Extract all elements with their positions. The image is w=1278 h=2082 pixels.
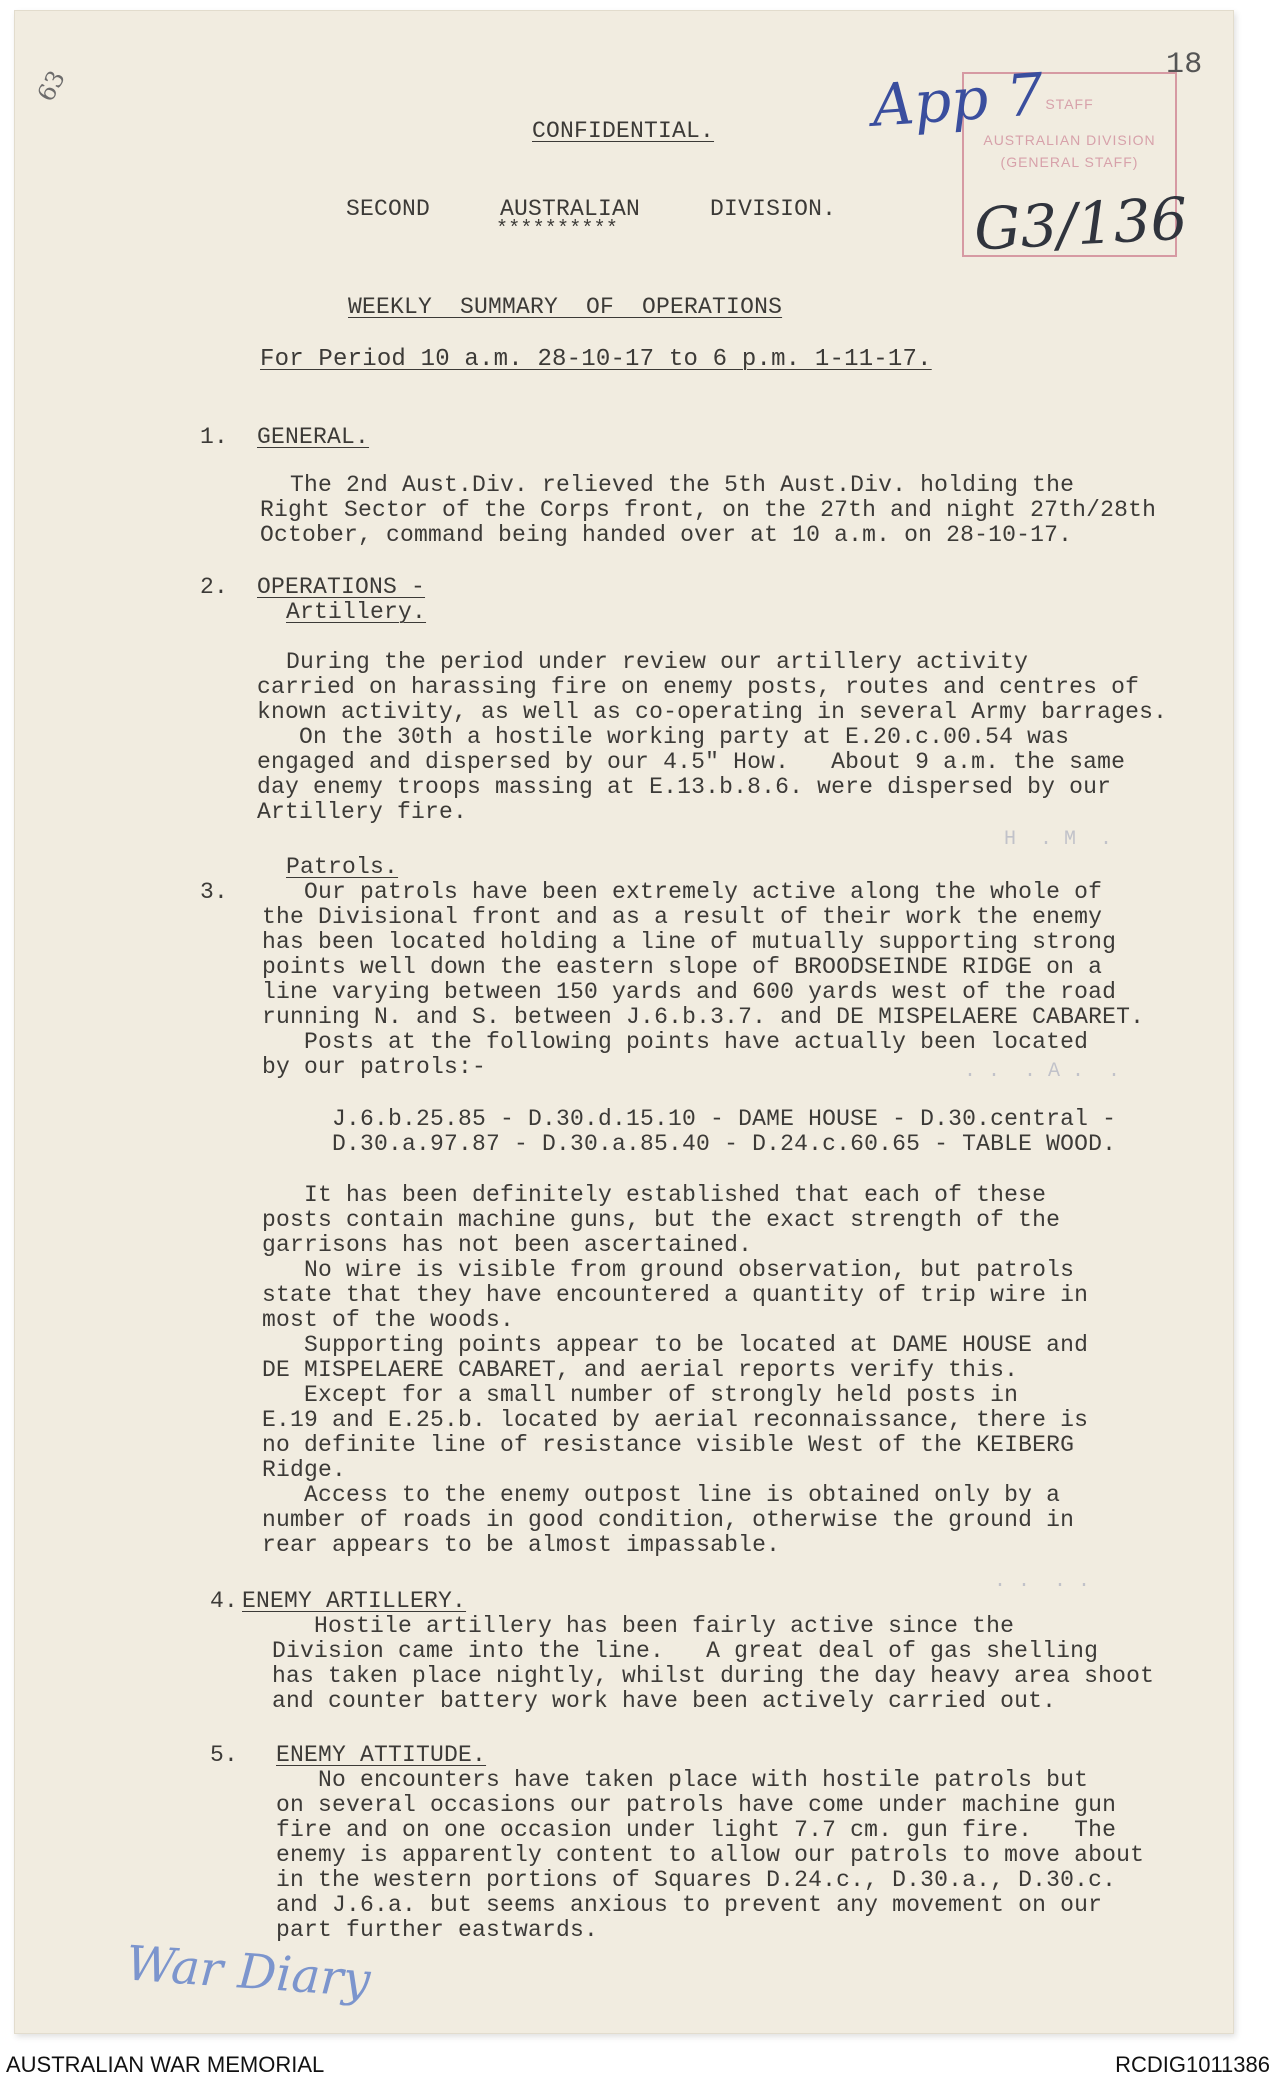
paragraph-line: carried on harassing fire on enemy posts, routes and centres of bbox=[257, 674, 1140, 700]
paragraph-line: No encounters have taken place with hostile patrols but bbox=[276, 1767, 1089, 1793]
paragraph-line: by our patrols:- bbox=[262, 1054, 487, 1080]
paragraph-line: Hostile artillery has been fairly active since the bbox=[272, 1613, 1015, 1639]
paragraph-line: the Divisional front and as a result of their work the enemy bbox=[262, 904, 1103, 930]
paragraph-line: line varying between 150 yards and 600 yards west of the road bbox=[262, 979, 1117, 1005]
report-title: WEEKLY SUMMARY OF OPERATIONS bbox=[348, 294, 783, 320]
corner-folio-number: 63 bbox=[31, 65, 71, 107]
paragraph-line: posts contain machine guns, but the exact strength of the bbox=[262, 1207, 1061, 1233]
paragraph-line: The 2nd Aust.Div. relieved the 5th Aust.Div. holding the bbox=[290, 472, 1075, 498]
bleed-through-text: . . . . bbox=[994, 1570, 1091, 1593]
section-number: 3. bbox=[200, 879, 229, 905]
classification-heading: CONFIDENTIAL. bbox=[532, 118, 715, 144]
paragraph-line: in the western portions of Squares D.24.c., D.30.a., D.30.c. bbox=[276, 1867, 1117, 1893]
division-rule: ********** bbox=[496, 218, 619, 241]
section-heading-enemy-attitude: ENEMY ATTITUDE. bbox=[276, 1742, 487, 1768]
paragraph-line: engaged and dispersed by our 4.5" How. About 9 a.m. the same bbox=[257, 749, 1126, 775]
paragraph-line: garrisons has not been ascertained. bbox=[262, 1232, 753, 1258]
paragraph-line: Artillery fire. bbox=[257, 799, 468, 825]
paragraph-line: state that they have encountered a quantity of trip wire in bbox=[262, 1282, 1089, 1308]
paragraph-line: and counter battery work have been actively carried out. bbox=[272, 1688, 1057, 1714]
paragraph-line: enemy is apparently content to allow our patrols to move about bbox=[276, 1842, 1145, 1868]
section-number: 5. bbox=[210, 1742, 239, 1768]
footer-record-id: RCDIG1011386 bbox=[1115, 2052, 1270, 2077]
paragraph-line: known activity, as well as co-operating in several Army barrages. bbox=[257, 699, 1168, 725]
paragraph-line: running N. and S. between J.6.b.3.7. and DE MISPELAERE CABARET. bbox=[262, 1004, 1145, 1030]
paragraph-line: part further eastwards. bbox=[276, 1917, 599, 1943]
paragraph-line: Right Sector of the Corps front, on the 27th and night 27th/28th bbox=[260, 497, 1157, 523]
page-number: 18 bbox=[1166, 48, 1203, 82]
stamp-line-2: AUSTRALIAN DIVISION bbox=[983, 132, 1156, 148]
bleed-through-text: . . . A . . bbox=[964, 1060, 1121, 1083]
subheading-artillery: Artillery. bbox=[286, 599, 427, 625]
division-heading: SECOND AUSTRALIAN DIVISION. bbox=[346, 196, 837, 222]
paragraph-line: E.19 and E.25.b. located by aerial reconnaissance, there is bbox=[262, 1407, 1089, 1433]
paragraph-line: It has been definitely established that each of these bbox=[262, 1182, 1047, 1208]
paragraph-line: Ridge. bbox=[262, 1457, 347, 1483]
paragraph-line: During the period under review our artillery activity bbox=[286, 649, 1029, 675]
paragraph-line: October, command being handed over at 10 a.m. on 28-10-17. bbox=[260, 522, 1073, 548]
paragraph-line: rear appears to be almost impassable. bbox=[262, 1532, 781, 1558]
paragraph-line: most of the woods. bbox=[262, 1307, 515, 1333]
section-number: 1. bbox=[200, 424, 229, 450]
bleed-through-text: H . M . bbox=[1004, 828, 1113, 851]
document-page bbox=[14, 10, 1234, 2034]
paragraph-line: points well down the eastern slope of BROODSEINDE RIDGE on a bbox=[262, 954, 1103, 980]
stamp-line-1: STAFF bbox=[1045, 96, 1094, 112]
paragraph-line: has been located holding a line of mutually supporting strong bbox=[262, 929, 1117, 955]
paragraph-line: on several occasions our patrols have come under machine gun bbox=[276, 1792, 1117, 1818]
paragraph-line: Our patrols have been extremely active along the whole of bbox=[262, 879, 1103, 905]
section-heading-enemy-artillery: ENEMY ARTILLERY. bbox=[242, 1588, 467, 1614]
section-number: 4. bbox=[210, 1588, 239, 1614]
appendix-reference: App 7 bbox=[869, 60, 1046, 140]
section-number: 2. bbox=[200, 574, 229, 600]
paragraph-line: DE MISPELAERE CABARET, and aerial reports verify this. bbox=[262, 1357, 1019, 1383]
section-heading-general: GENERAL. bbox=[257, 424, 370, 450]
paragraph-line: fire and on one occasion under light 7.7 cm. gun fire. The bbox=[276, 1817, 1117, 1843]
report-period: For Period 10 a.m. 28-10-17 to 6 p.m. 1-11-17. bbox=[260, 346, 932, 373]
paragraph-line: no definite line of resistance visible West of the KEIBERG bbox=[262, 1432, 1075, 1458]
subheading-patrols: Patrols. bbox=[286, 854, 399, 880]
stamp-line-3: (GENERAL STAFF) bbox=[1000, 154, 1139, 170]
paragraph-line: No wire is visible from ground observation, but patrols bbox=[262, 1257, 1075, 1283]
paragraph-line: On the 30th a hostile working party at E.20.c.00.54 was bbox=[257, 724, 1070, 750]
paragraph-line: has taken place nightly, whilst during the day heavy area shoot bbox=[272, 1663, 1155, 1689]
paragraph-line: Division came into the line. A great deal of gas shelling bbox=[272, 1638, 1099, 1664]
paragraph-line: number of roads in good condition, otherwise the ground in bbox=[262, 1507, 1075, 1533]
section-heading-operations: OPERATIONS - bbox=[257, 574, 426, 600]
footer-source: AUSTRALIAN WAR MEMORIAL bbox=[6, 2052, 325, 2077]
paragraph-line: Posts at the following points have actually been located bbox=[262, 1029, 1089, 1055]
war-diary-handwriting: War Diary bbox=[124, 1935, 373, 2009]
paragraph-line: Supporting points appear to be located at DAME HOUSE and bbox=[262, 1332, 1089, 1358]
paragraph-line: and J.6.a. but seems anxious to prevent any movement on our bbox=[276, 1892, 1103, 1918]
paragraph-line: Except for a small number of strongly held posts in bbox=[262, 1382, 1019, 1408]
post-list-line: J.6.b.25.85 - D.30.d.15.10 - DAME HOUSE - D.30.central - bbox=[332, 1106, 1117, 1132]
file-reference: G3/136 bbox=[972, 184, 1190, 264]
paragraph-line: day enemy troops massing at E.13.b.8.6. were dispersed by our bbox=[257, 774, 1112, 800]
post-list-line: D.30.a.97.87 - D.30.a.85.40 - D.24.c.60.65 - TABLE WOOD. bbox=[332, 1131, 1117, 1157]
paragraph-line: Access to the enemy outpost line is obtained only by a bbox=[262, 1482, 1061, 1508]
